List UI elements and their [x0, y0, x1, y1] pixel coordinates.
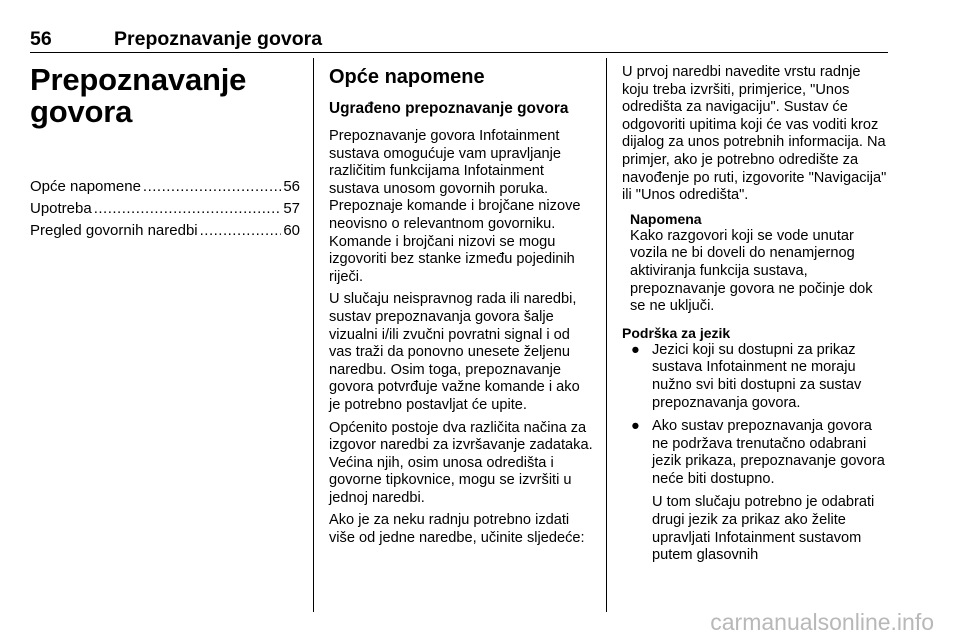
toc-item-page: 57: [283, 200, 300, 217]
list-item: [622, 418, 890, 565]
page-number: 56: [30, 28, 52, 50]
paragraph: U slučaju neispravnog rada ili naredbi, sustav prepoznavanja govora šalje vizualni i/ili zvučni povratni signal i od vas traži da ponovno unesete željenu naredbu. Osim toga, prepoznavanje govora potvrđuje važne komande i ako je potrebno postavljat će upite.: [329, 291, 580, 413]
paragraph: Prepoznavanje govora Infotainment sustava omogućuje vam upravljanje različitim funkcijama Infotainment sustava unosom govornih poruka. Prepoznaje komande i brojčane nizove neovisno o relevantnom govorniku. Komande i brojčani nizovi se mogu izgovoriti bez stanke između pojedinih riječi.: [329, 128, 581, 285]
list-item: [622, 342, 890, 412]
page-header: [30, 28, 888, 54]
list-item-text: Jezici koji su dostupni za prikaz sustava Infotainment ne moraju nužno svi biti dostupni za sustav prepoznavanja govora.: [652, 341, 862, 411]
toc-leader: [200, 220, 282, 242]
toc-item[interactable]: [30, 176, 300, 198]
toc-item-title: Pregled govornih naredbi: [30, 222, 198, 239]
note-box: [622, 211, 890, 316]
general-notes-column: [329, 64, 595, 553]
note-text: Kako razgovori koji se vode unutar vozila ne bi doveli do nenamjernog aktiviranja funkcija sustava, prepoznavanje govora ne počinje dok se ne uključi.: [630, 227, 873, 315]
language-support-list: [622, 342, 890, 565]
toc-leader: [143, 176, 281, 198]
toc-item-page: 60: [283, 222, 300, 239]
note-label: Napomena: [630, 210, 702, 227]
bullet-icon: ●: [631, 418, 640, 435]
continued-column: [622, 64, 890, 571]
paragraph: Općenito postoje dva različita načina za izgovor naredbi za izvršavanje zadataka. Većina njih, osim unosa odredišta i govorne tipkovnice, mogu se izvršiti u jednoj naredbi.: [329, 419, 593, 506]
section-title: Opće napomene: [329, 66, 485, 88]
toc-leader: [94, 198, 282, 220]
watermark: carmanualsonline.info: [710, 609, 934, 635]
running-title: Prepoznavanje govora: [114, 28, 323, 50]
table-of-contents: [30, 176, 300, 242]
column-divider-2: [606, 58, 607, 612]
column-divider-1: [313, 58, 314, 612]
paragraph: Ako je za neku radnju potrebno izdati više od jedne naredbe, učinite sljedeće:: [329, 512, 585, 547]
language-support-title: Podrška za jezik: [622, 324, 731, 341]
paragraph: U prvoj naredbi navedite vrstu radnje koju treba izvršiti, primjerice, "Unos odredišta za navigaciju". Sustav će odgovoriti upitima koji će vas voditi kroz dijalog za unos potrebnih informacija. Na primjer, ako je potrebno odredište za navođenje po ruti, izgovorite "Navigacija" ili "Unos odredišta".: [622, 64, 887, 204]
toc-item[interactable]: [30, 220, 300, 242]
header-rule: [30, 52, 888, 53]
bullet-icon: ●: [631, 341, 640, 358]
list-item-subtext: U tom slučaju potrebno je odabrati drugi jezik za prikaz ako želite upravljati Infotainment sustavom putem glasovnih: [652, 494, 875, 564]
toc-item[interactable]: [30, 198, 300, 220]
toc-item-page: 56: [283, 178, 300, 195]
section-subtitle: Ugrađeno prepoznavanje govora: [329, 100, 569, 117]
chapter-title: Prepoznavanje govora: [30, 62, 247, 129]
toc-item-title: Upotreba: [30, 200, 92, 217]
list-item-text: Ako sustav prepoznavanja govora ne podržava trenutačno odabrani jezik prikaza, prepoznavanje govora neće biti dostupno.: [652, 418, 885, 487]
chapter-column: [30, 64, 300, 242]
toc-item-title: Opće napomene: [30, 178, 141, 195]
